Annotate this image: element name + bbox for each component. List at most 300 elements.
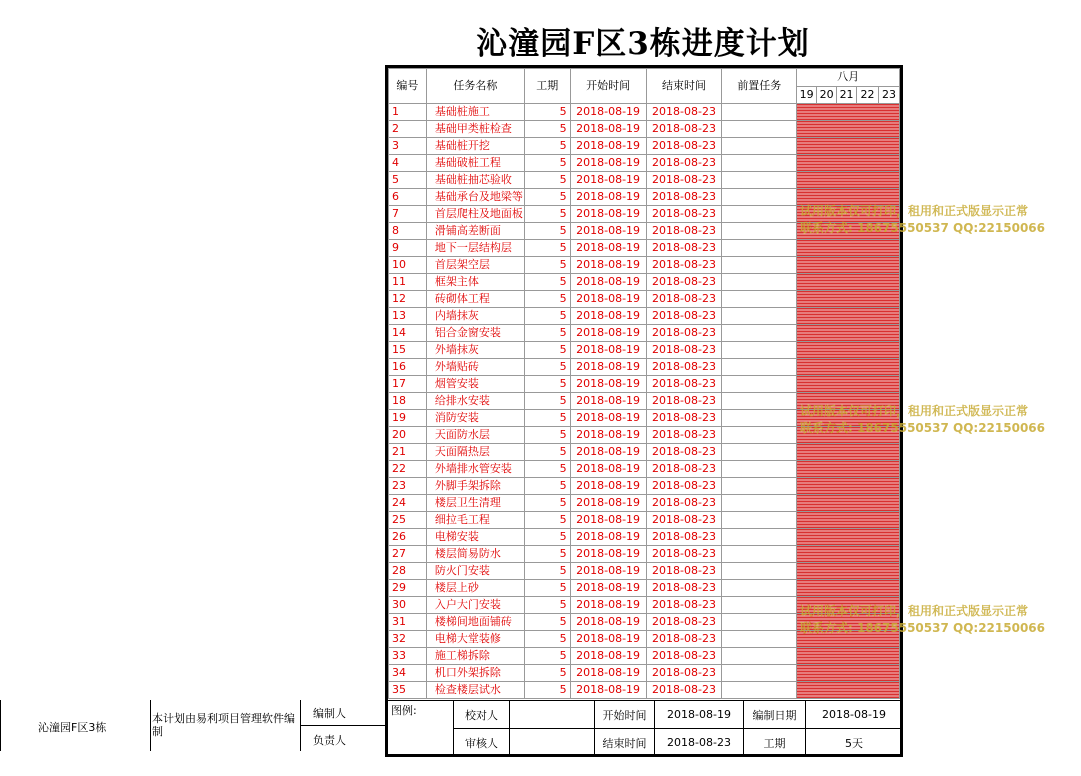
task-start: 2018-08-19 bbox=[570, 359, 646, 376]
task-end: 2018-08-23 bbox=[646, 155, 722, 172]
task-end: 2018-08-23 bbox=[646, 648, 722, 665]
gantt-bar bbox=[797, 325, 900, 342]
watermark-line: 联系方式: 18675550537 QQ:22150066 bbox=[800, 221, 1045, 235]
task-duration: 5 bbox=[524, 461, 570, 478]
task-duration: 5 bbox=[524, 529, 570, 546]
task-row bbox=[389, 308, 900, 325]
task-name: 基础桩抽芯验收 bbox=[426, 172, 524, 189]
task-predecessor bbox=[722, 189, 797, 206]
task-id: 24 bbox=[389, 495, 427, 512]
gantt-bar bbox=[797, 614, 900, 631]
task-id: 6 bbox=[389, 189, 427, 206]
task-row bbox=[389, 138, 900, 155]
watermark-line: 联系方式: 18675550537 QQ:22150066 bbox=[800, 421, 1045, 435]
task-id: 1 bbox=[389, 104, 427, 121]
task-start: 2018-08-19 bbox=[570, 189, 646, 206]
task-predecessor bbox=[722, 172, 797, 189]
task-duration: 5 bbox=[524, 512, 570, 529]
gantt-bar bbox=[797, 155, 900, 172]
task-id: 34 bbox=[389, 665, 427, 682]
task-duration: 5 bbox=[524, 172, 570, 189]
month-header: 八月 bbox=[797, 69, 900, 87]
task-end: 2018-08-23 bbox=[646, 665, 722, 682]
task-start: 2018-08-19 bbox=[570, 665, 646, 682]
gantt-bar bbox=[797, 648, 900, 665]
task-id: 13 bbox=[389, 308, 427, 325]
task-start: 2018-08-19 bbox=[570, 325, 646, 342]
task-duration: 5 bbox=[524, 359, 570, 376]
task-predecessor bbox=[722, 648, 797, 665]
task-start: 2018-08-19 bbox=[570, 614, 646, 631]
task-duration: 5 bbox=[524, 597, 570, 614]
gantt-bar bbox=[797, 240, 900, 257]
task-id: 11 bbox=[389, 274, 427, 291]
task-name: 天面隔热层 bbox=[426, 444, 524, 461]
task-name: 外墙抹灰 bbox=[426, 342, 524, 359]
task-id: 10 bbox=[389, 257, 427, 274]
gantt-bar bbox=[797, 291, 900, 308]
gantt-bar bbox=[797, 189, 900, 206]
task-predecessor bbox=[722, 274, 797, 291]
task-row bbox=[389, 155, 900, 172]
task-id: 35 bbox=[389, 682, 427, 699]
task-name: 给排水安装 bbox=[426, 393, 524, 410]
task-name: 楼层上砂 bbox=[426, 580, 524, 597]
task-predecessor bbox=[722, 580, 797, 597]
watermark-line: 试用版本仅可打印，租用和正式版显示正常 bbox=[800, 204, 1029, 218]
start-time-value: 2018-08-19 bbox=[655, 701, 744, 729]
col-header-id: 编号 bbox=[389, 69, 427, 104]
task-duration: 5 bbox=[524, 206, 570, 223]
task-name: 基础承台及地梁等 bbox=[426, 189, 524, 206]
task-predecessor bbox=[722, 393, 797, 410]
task-end: 2018-08-23 bbox=[646, 410, 722, 427]
task-duration: 5 bbox=[524, 410, 570, 427]
task-id: 28 bbox=[389, 563, 427, 580]
task-predecessor bbox=[722, 155, 797, 172]
task-row bbox=[389, 291, 900, 308]
task-list bbox=[389, 104, 900, 699]
task-end: 2018-08-23 bbox=[646, 682, 722, 699]
task-predecessor bbox=[722, 563, 797, 580]
task-duration: 5 bbox=[524, 257, 570, 274]
task-predecessor bbox=[722, 359, 797, 376]
gantt-bar bbox=[797, 257, 900, 274]
task-row bbox=[389, 393, 900, 410]
task-predecessor bbox=[722, 325, 797, 342]
task-row bbox=[389, 223, 900, 240]
task-end: 2018-08-23 bbox=[646, 461, 722, 478]
task-name: 外墙排水管安装 bbox=[426, 461, 524, 478]
task-predecessor bbox=[722, 104, 797, 121]
task-start: 2018-08-19 bbox=[570, 461, 646, 478]
gantt-bar bbox=[797, 274, 900, 291]
compile-date-value: 2018-08-19 bbox=[806, 701, 903, 729]
task-row bbox=[389, 512, 900, 529]
task-end: 2018-08-23 bbox=[646, 427, 722, 444]
task-name: 机口外架拆除 bbox=[426, 665, 524, 682]
task-duration: 5 bbox=[524, 580, 570, 597]
compile-date-label: 编制日期 bbox=[744, 701, 806, 729]
task-row bbox=[389, 104, 900, 121]
task-name: 首层爬柱及地面板 bbox=[426, 206, 524, 223]
task-start: 2018-08-19 bbox=[570, 308, 646, 325]
gantt-bar bbox=[797, 359, 900, 376]
reviewer-value bbox=[510, 729, 595, 757]
task-name: 细拉毛工程 bbox=[426, 512, 524, 529]
task-end: 2018-08-23 bbox=[646, 614, 722, 631]
task-predecessor bbox=[722, 138, 797, 155]
task-row bbox=[389, 410, 900, 427]
task-duration: 5 bbox=[524, 563, 570, 580]
task-predecessor bbox=[722, 223, 797, 240]
task-start: 2018-08-19 bbox=[570, 546, 646, 563]
task-duration: 5 bbox=[524, 427, 570, 444]
task-id: 20 bbox=[389, 427, 427, 444]
end-time-label: 结束时间 bbox=[595, 729, 655, 757]
task-predecessor bbox=[722, 376, 797, 393]
task-name: 首层架空层 bbox=[426, 257, 524, 274]
task-predecessor bbox=[722, 478, 797, 495]
task-row bbox=[389, 172, 900, 189]
task-name: 基础桩开挖 bbox=[426, 138, 524, 155]
task-start: 2018-08-19 bbox=[570, 512, 646, 529]
task-row bbox=[389, 546, 900, 563]
task-id: 33 bbox=[389, 648, 427, 665]
task-id: 7 bbox=[389, 206, 427, 223]
task-id: 25 bbox=[389, 512, 427, 529]
task-predecessor bbox=[722, 444, 797, 461]
task-duration: 5 bbox=[524, 308, 570, 325]
task-predecessor bbox=[722, 512, 797, 529]
task-name: 楼层卫生清理 bbox=[426, 495, 524, 512]
task-end: 2018-08-23 bbox=[646, 376, 722, 393]
task-predecessor bbox=[722, 631, 797, 648]
task-name: 楼层简易防水 bbox=[426, 546, 524, 563]
task-start: 2018-08-19 bbox=[570, 410, 646, 427]
task-duration: 5 bbox=[524, 274, 570, 291]
gantt-bar bbox=[797, 376, 900, 393]
task-start: 2018-08-19 bbox=[570, 648, 646, 665]
task-name: 烟管安装 bbox=[426, 376, 524, 393]
task-end: 2018-08-23 bbox=[646, 104, 722, 121]
task-name: 铝合金窗安装 bbox=[426, 325, 524, 342]
task-end: 2018-08-23 bbox=[646, 597, 722, 614]
task-row bbox=[389, 376, 900, 393]
gantt-bar bbox=[797, 121, 900, 138]
task-row bbox=[389, 631, 900, 648]
watermark-line: 试用版本仅可打印，租用和正式版显示正常 bbox=[800, 604, 1029, 618]
col-header-duration: 工期 bbox=[524, 69, 570, 104]
task-row bbox=[389, 206, 900, 223]
task-end: 2018-08-23 bbox=[646, 529, 722, 546]
task-name: 地下一层结构层 bbox=[426, 240, 524, 257]
task-row bbox=[389, 580, 900, 597]
task-row bbox=[389, 529, 900, 546]
task-id: 15 bbox=[389, 342, 427, 359]
task-end: 2018-08-23 bbox=[646, 172, 722, 189]
task-duration: 5 bbox=[524, 121, 570, 138]
left-info-block bbox=[0, 700, 386, 751]
task-duration: 5 bbox=[524, 240, 570, 257]
gantt-bar bbox=[797, 427, 900, 444]
task-end: 2018-08-23 bbox=[646, 495, 722, 512]
task-row bbox=[389, 614, 900, 631]
task-name: 防火门安装 bbox=[426, 563, 524, 580]
task-row bbox=[389, 682, 900, 699]
duration-value: 5天 bbox=[806, 729, 903, 757]
task-start: 2018-08-19 bbox=[570, 682, 646, 699]
task-predecessor bbox=[722, 206, 797, 223]
task-end: 2018-08-23 bbox=[646, 546, 722, 563]
task-row bbox=[389, 325, 900, 342]
task-id: 2 bbox=[389, 121, 427, 138]
task-id: 18 bbox=[389, 393, 427, 410]
task-duration: 5 bbox=[524, 631, 570, 648]
day-header: 23 bbox=[878, 86, 899, 104]
task-id: 23 bbox=[389, 478, 427, 495]
task-start: 2018-08-19 bbox=[570, 206, 646, 223]
task-id: 29 bbox=[389, 580, 427, 597]
task-id: 4 bbox=[389, 155, 427, 172]
schedule-table bbox=[388, 68, 900, 699]
task-start: 2018-08-19 bbox=[570, 580, 646, 597]
task-name: 基础甲类桩检查 bbox=[426, 121, 524, 138]
task-row bbox=[389, 121, 900, 138]
task-name: 外墙贴砖 bbox=[426, 359, 524, 376]
task-start: 2018-08-19 bbox=[570, 240, 646, 257]
day-header: 20 bbox=[817, 86, 837, 104]
task-predecessor bbox=[722, 529, 797, 546]
task-start: 2018-08-19 bbox=[570, 631, 646, 648]
task-id: 17 bbox=[389, 376, 427, 393]
col-header-end: 结束时间 bbox=[646, 69, 722, 104]
task-end: 2018-08-23 bbox=[646, 274, 722, 291]
task-end: 2018-08-23 bbox=[646, 223, 722, 240]
task-predecessor bbox=[722, 427, 797, 444]
task-start: 2018-08-19 bbox=[570, 223, 646, 240]
task-predecessor bbox=[722, 121, 797, 138]
task-predecessor bbox=[722, 291, 797, 308]
task-row bbox=[389, 342, 900, 359]
task-duration: 5 bbox=[524, 393, 570, 410]
gantt-bar bbox=[797, 495, 900, 512]
gantt-bar bbox=[797, 512, 900, 529]
day-header: 19 bbox=[797, 86, 817, 104]
col-header-predecessor: 前置任务 bbox=[722, 69, 797, 104]
task-start: 2018-08-19 bbox=[570, 376, 646, 393]
owner-label: 负责人 bbox=[313, 734, 346, 747]
project-name: 沁潼园F区3栋 bbox=[38, 721, 107, 734]
task-row bbox=[389, 665, 900, 682]
task-name: 楼梯间地面铺砖 bbox=[426, 614, 524, 631]
task-duration: 5 bbox=[524, 546, 570, 563]
task-predecessor bbox=[722, 546, 797, 563]
task-predecessor bbox=[722, 410, 797, 427]
gantt-bar bbox=[797, 563, 900, 580]
task-name: 检查楼层试水 bbox=[426, 682, 524, 699]
watermark-line: 试用版本仅可打印，租用和正式版显示正常 bbox=[800, 404, 1029, 418]
task-end: 2018-08-23 bbox=[646, 631, 722, 648]
task-id: 31 bbox=[389, 614, 427, 631]
task-id: 22 bbox=[389, 461, 427, 478]
task-name: 滑铺高差断面 bbox=[426, 223, 524, 240]
gantt-bar bbox=[797, 223, 900, 240]
task-duration: 5 bbox=[524, 189, 570, 206]
task-duration: 5 bbox=[524, 665, 570, 682]
gantt-bar bbox=[797, 172, 900, 189]
task-start: 2018-08-19 bbox=[570, 104, 646, 121]
task-predecessor bbox=[722, 682, 797, 699]
task-start: 2018-08-19 bbox=[570, 563, 646, 580]
task-row bbox=[389, 563, 900, 580]
task-start: 2018-08-19 bbox=[570, 529, 646, 546]
task-start: 2018-08-19 bbox=[570, 478, 646, 495]
task-row bbox=[389, 461, 900, 478]
duration-label: 工期 bbox=[744, 729, 806, 757]
task-predecessor bbox=[722, 461, 797, 478]
task-row bbox=[389, 189, 900, 206]
task-id: 16 bbox=[389, 359, 427, 376]
gantt-bar bbox=[797, 461, 900, 478]
col-header-start: 开始时间 bbox=[570, 69, 646, 104]
task-duration: 5 bbox=[524, 223, 570, 240]
schedule-frame bbox=[385, 65, 903, 757]
task-name: 内墙抹灰 bbox=[426, 308, 524, 325]
day-header: 22 bbox=[857, 86, 879, 104]
task-end: 2018-08-23 bbox=[646, 189, 722, 206]
gantt-bar bbox=[797, 478, 900, 495]
gantt-bar bbox=[797, 410, 900, 427]
task-row bbox=[389, 427, 900, 444]
task-start: 2018-08-19 bbox=[570, 172, 646, 189]
task-duration: 5 bbox=[524, 138, 570, 155]
task-predecessor bbox=[722, 240, 797, 257]
task-duration: 5 bbox=[524, 478, 570, 495]
task-end: 2018-08-23 bbox=[646, 563, 722, 580]
gantt-bar bbox=[797, 393, 900, 410]
task-name: 入户大门安装 bbox=[426, 597, 524, 614]
task-id: 21 bbox=[389, 444, 427, 461]
task-id: 14 bbox=[389, 325, 427, 342]
task-duration: 5 bbox=[524, 648, 570, 665]
task-start: 2018-08-19 bbox=[570, 342, 646, 359]
task-id: 19 bbox=[389, 410, 427, 427]
task-end: 2018-08-23 bbox=[646, 393, 722, 410]
task-end: 2018-08-23 bbox=[646, 325, 722, 342]
task-name: 电梯大堂装修 bbox=[426, 631, 524, 648]
end-time-value: 2018-08-23 bbox=[655, 729, 744, 757]
task-name: 砖砌体工程 bbox=[426, 291, 524, 308]
task-predecessor bbox=[722, 308, 797, 325]
page-title: 沁潼园F区3栋进度计划 bbox=[476, 26, 810, 62]
task-end: 2018-08-23 bbox=[646, 580, 722, 597]
task-start: 2018-08-19 bbox=[570, 274, 646, 291]
task-name: 基础破桩工程 bbox=[426, 155, 524, 172]
editor-label: 编制人 bbox=[313, 707, 346, 720]
task-end: 2018-08-23 bbox=[646, 240, 722, 257]
task-duration: 5 bbox=[524, 291, 570, 308]
task-id: 8 bbox=[389, 223, 427, 240]
gantt-bar bbox=[797, 665, 900, 682]
task-row bbox=[389, 444, 900, 461]
task-name: 施工梯拆除 bbox=[426, 648, 524, 665]
task-end: 2018-08-23 bbox=[646, 342, 722, 359]
task-name: 框架主体 bbox=[426, 274, 524, 291]
task-start: 2018-08-19 bbox=[570, 155, 646, 172]
task-start: 2018-08-19 bbox=[570, 495, 646, 512]
gantt-bar bbox=[797, 682, 900, 699]
task-predecessor bbox=[722, 257, 797, 274]
task-end: 2018-08-23 bbox=[646, 512, 722, 529]
task-end: 2018-08-23 bbox=[646, 206, 722, 223]
task-row bbox=[389, 597, 900, 614]
task-predecessor bbox=[722, 665, 797, 682]
task-id: 26 bbox=[389, 529, 427, 546]
task-name: 电梯安装 bbox=[426, 529, 524, 546]
task-start: 2018-08-19 bbox=[570, 597, 646, 614]
col-header-name: 任务名称 bbox=[426, 69, 524, 104]
start-time-label: 开始时间 bbox=[595, 701, 655, 729]
task-name: 消防安装 bbox=[426, 410, 524, 427]
gantt-bar bbox=[797, 138, 900, 155]
task-id: 3 bbox=[389, 138, 427, 155]
task-id: 9 bbox=[389, 240, 427, 257]
task-row bbox=[389, 359, 900, 376]
task-duration: 5 bbox=[524, 104, 570, 121]
task-id: 5 bbox=[389, 172, 427, 189]
checker-value bbox=[510, 701, 595, 729]
gantt-bar bbox=[797, 580, 900, 597]
task-start: 2018-08-19 bbox=[570, 427, 646, 444]
task-start: 2018-08-19 bbox=[570, 257, 646, 274]
reviewer-label: 审核人 bbox=[454, 729, 510, 757]
task-row bbox=[389, 478, 900, 495]
gantt-bar bbox=[797, 631, 900, 648]
checker-label: 校对人 bbox=[454, 701, 510, 729]
task-end: 2018-08-23 bbox=[646, 257, 722, 274]
gantt-bar bbox=[797, 529, 900, 546]
task-predecessor bbox=[722, 597, 797, 614]
task-id: 12 bbox=[389, 291, 427, 308]
task-row bbox=[389, 648, 900, 665]
footer-table bbox=[386, 700, 903, 757]
task-end: 2018-08-23 bbox=[646, 478, 722, 495]
task-duration: 5 bbox=[524, 342, 570, 359]
task-predecessor bbox=[722, 614, 797, 631]
task-predecessor bbox=[722, 342, 797, 359]
task-start: 2018-08-19 bbox=[570, 138, 646, 155]
day-header: 21 bbox=[837, 86, 857, 104]
task-end: 2018-08-23 bbox=[646, 121, 722, 138]
task-row bbox=[389, 274, 900, 291]
task-duration: 5 bbox=[524, 614, 570, 631]
gantt-bar bbox=[797, 444, 900, 461]
gantt-bar bbox=[797, 546, 900, 563]
gantt-bar bbox=[797, 597, 900, 614]
task-row bbox=[389, 495, 900, 512]
gantt-bar bbox=[797, 342, 900, 359]
task-duration: 5 bbox=[524, 444, 570, 461]
task-id: 27 bbox=[389, 546, 427, 563]
task-end: 2018-08-23 bbox=[646, 291, 722, 308]
task-end: 2018-08-23 bbox=[646, 138, 722, 155]
task-end: 2018-08-23 bbox=[646, 444, 722, 461]
task-duration: 5 bbox=[524, 155, 570, 172]
task-duration: 5 bbox=[524, 495, 570, 512]
task-start: 2018-08-19 bbox=[570, 393, 646, 410]
task-end: 2018-08-23 bbox=[646, 308, 722, 325]
